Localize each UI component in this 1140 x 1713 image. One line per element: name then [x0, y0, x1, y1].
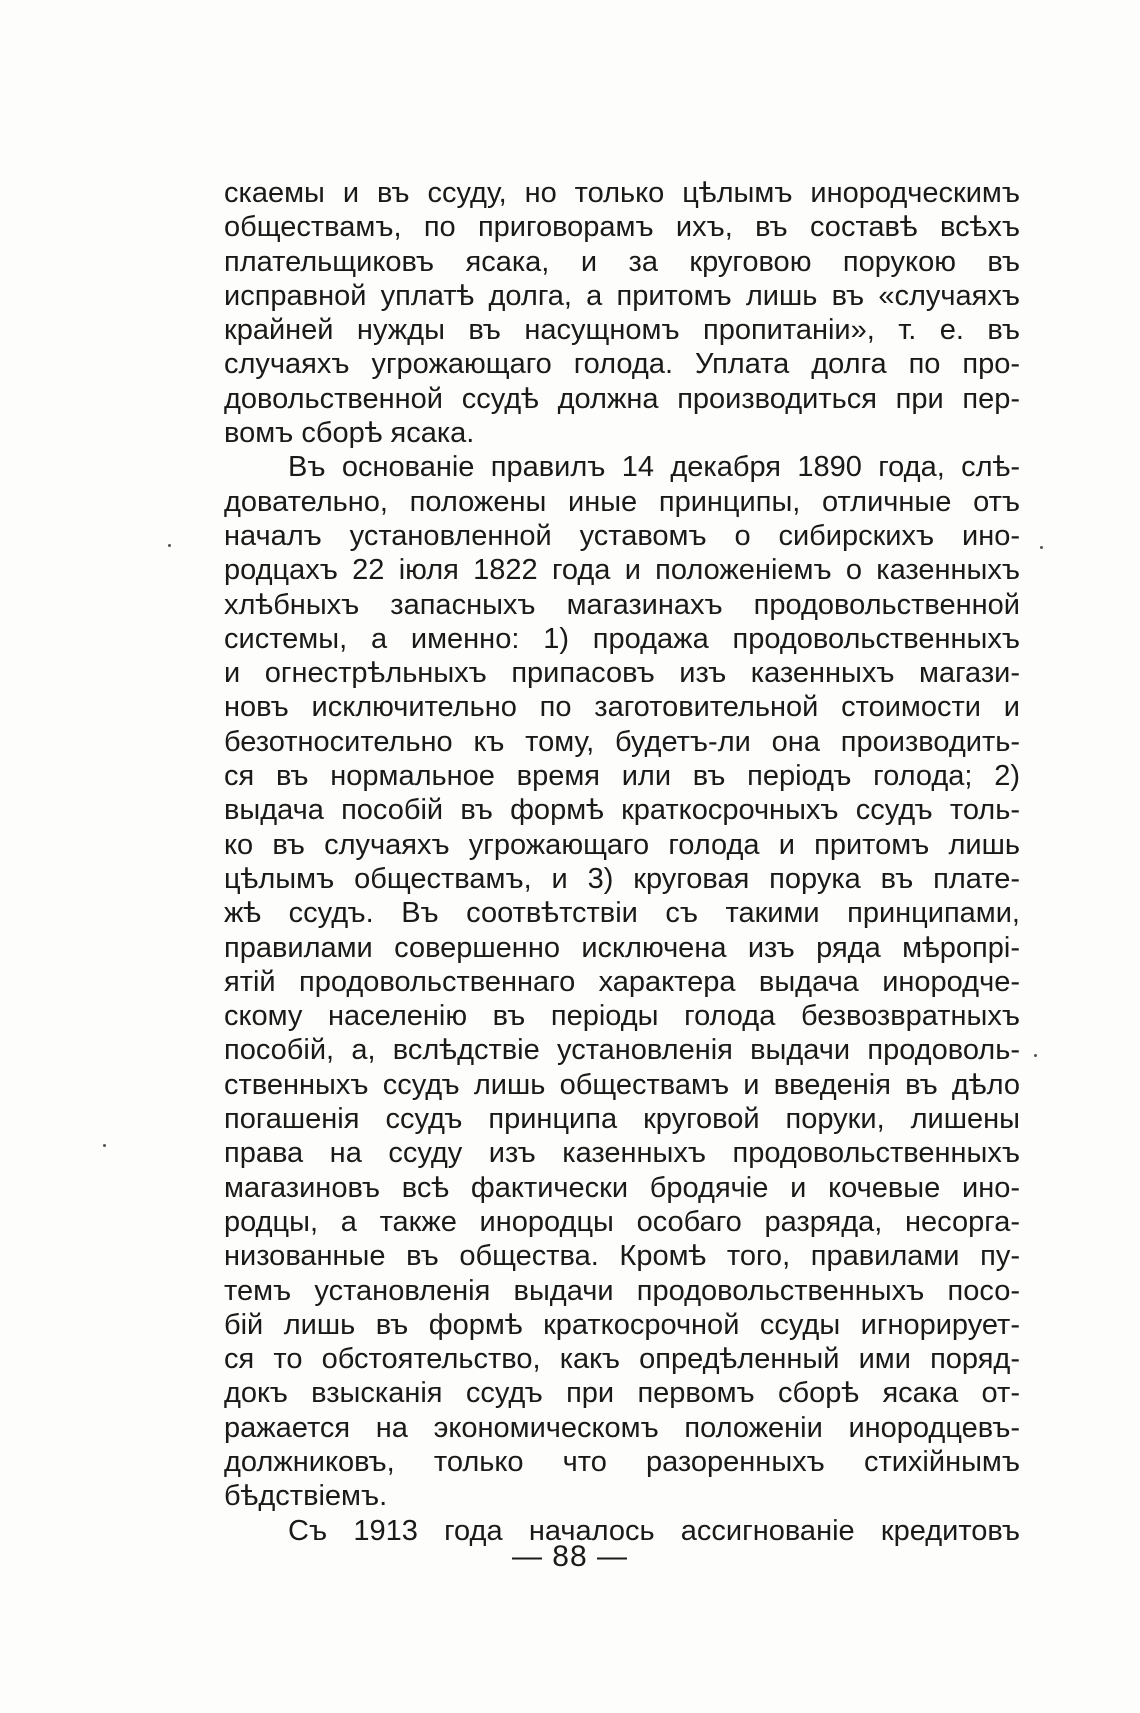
text-line: довательно, положены иные принципы, отличные отъ: [224, 485, 1020, 518]
scan-speck: [168, 544, 171, 547]
text-line: бій лишь въ формѣ краткосрочной ссуды игнорирует-: [224, 1308, 1020, 1341]
text-line: докъ взысканія ссудъ при первомъ сборѣ ясака от-: [224, 1377, 1020, 1410]
text-line: скому населенію въ періоды голода безвозвратныхъ: [224, 1000, 1020, 1033]
scan-speck: [103, 1144, 106, 1147]
text-line: исправной уплатѣ долга, а притомъ лишь въ «случаяхъ: [224, 279, 1020, 312]
text-line: жѣ ссудъ. Въ соотвѣтствіи съ такими принципами,: [224, 897, 1020, 930]
text-line: выдача пособій въ формѣ краткосрочныхъ ссудъ толь-: [224, 794, 1020, 827]
text-line: Съ 1913 года началось ассигнованіе кредитовъ: [288, 1514, 1020, 1547]
text-line: должниковъ, только что разоренныхъ стихійнымъ: [224, 1445, 1020, 1478]
text-line: родцахъ 22 іюля 1822 года и положеніемъ о казенныхъ: [224, 554, 1020, 587]
text-line: низованные въ общества. Кромѣ того, правилами пу-: [224, 1240, 1020, 1273]
text-line: новъ исключительно по заготовительной стоимости и: [224, 691, 1020, 724]
text-line: крайней нужды въ насущномъ пропитаніи», т. е. въ: [224, 314, 1020, 347]
text-line: родцы, а также инородцы особаго разряда, несорга-: [224, 1205, 1020, 1238]
text-line: и огнестрѣльныхъ припасовъ изъ казенныхъ магази-: [224, 657, 1020, 690]
text-line: безотносительно къ тому, будетъ-ли она производить-: [224, 725, 1020, 758]
page-number: — 88 —: [511, 1540, 629, 1573]
text-line: ся въ нормальное время или въ періодъ голода; 2): [224, 760, 1020, 793]
text-line: ственныхъ ссудъ лишь обществамъ и введенія въ дѣло: [224, 1068, 1020, 1101]
text-line: магазиновъ всѣ фактически бродячіе и кочевые ино-: [224, 1171, 1020, 1204]
text-line: случаяхъ угрожающаго голода. Уплата долга по про-: [224, 348, 1020, 381]
text-line: ся то обстоятельство, какъ опредѣленный ими поряд-: [224, 1343, 1020, 1376]
text-line: погашенія ссудъ принципа круговой поруки, лишены: [224, 1103, 1020, 1136]
scan-speck: [1040, 546, 1043, 549]
text-line: права на ссуду изъ казенныхъ продовольственныхъ: [224, 1137, 1020, 1170]
body-text: [224, 176, 1020, 1548]
text-line: хлѣбныхъ запасныхъ магазинахъ продовольственной: [224, 588, 1020, 621]
text-line: скаемы и въ ссуду, но только цѣлымъ инородческимъ: [224, 177, 1020, 209]
text-line: ражается на экономическомъ положеніи инородцевъ-: [224, 1411, 1020, 1444]
text-line: довольственной ссудѣ должна производиться при пер-: [224, 382, 1020, 415]
text-line: Въ основаніе правилъ 14 декабря 1890 года, слѣ-: [288, 451, 1020, 484]
text-line: темъ установленія выдачи продовольственныхъ посо-: [224, 1274, 1020, 1307]
text-line: обществамъ, по приговорамъ ихъ, въ составѣ всѣхъ: [224, 211, 1020, 244]
text-line: правилами совершенно исключена изъ ряда мѣропрі-: [224, 931, 1020, 964]
text-line: вомъ сборѣ ясака.: [224, 417, 475, 450]
text-line: бѣдствіемъ.: [224, 1480, 388, 1513]
text-line: ко въ случаяхъ угрожающаго голода и притомъ лишь: [224, 828, 1020, 861]
text-line: системы, а именно: 1) продажа продовольственныхъ: [224, 622, 1020, 655]
text-line: плательщиковъ ясака, и за круговою порукою въ: [224, 245, 1020, 278]
scan-speck: [1034, 1054, 1037, 1057]
text-line: ятій продовольственнаго характера выдача инородче-: [224, 965, 1020, 998]
text-line: цѣлымъ обществамъ, и 3) круговая порука въ плате-: [224, 862, 1020, 895]
text-line: началъ установленной уставомъ о сибирскихъ ино-: [224, 519, 1020, 552]
text-line: пособій, а, вслѣдствіе установленія выдачи продоволь-: [224, 1034, 1020, 1067]
